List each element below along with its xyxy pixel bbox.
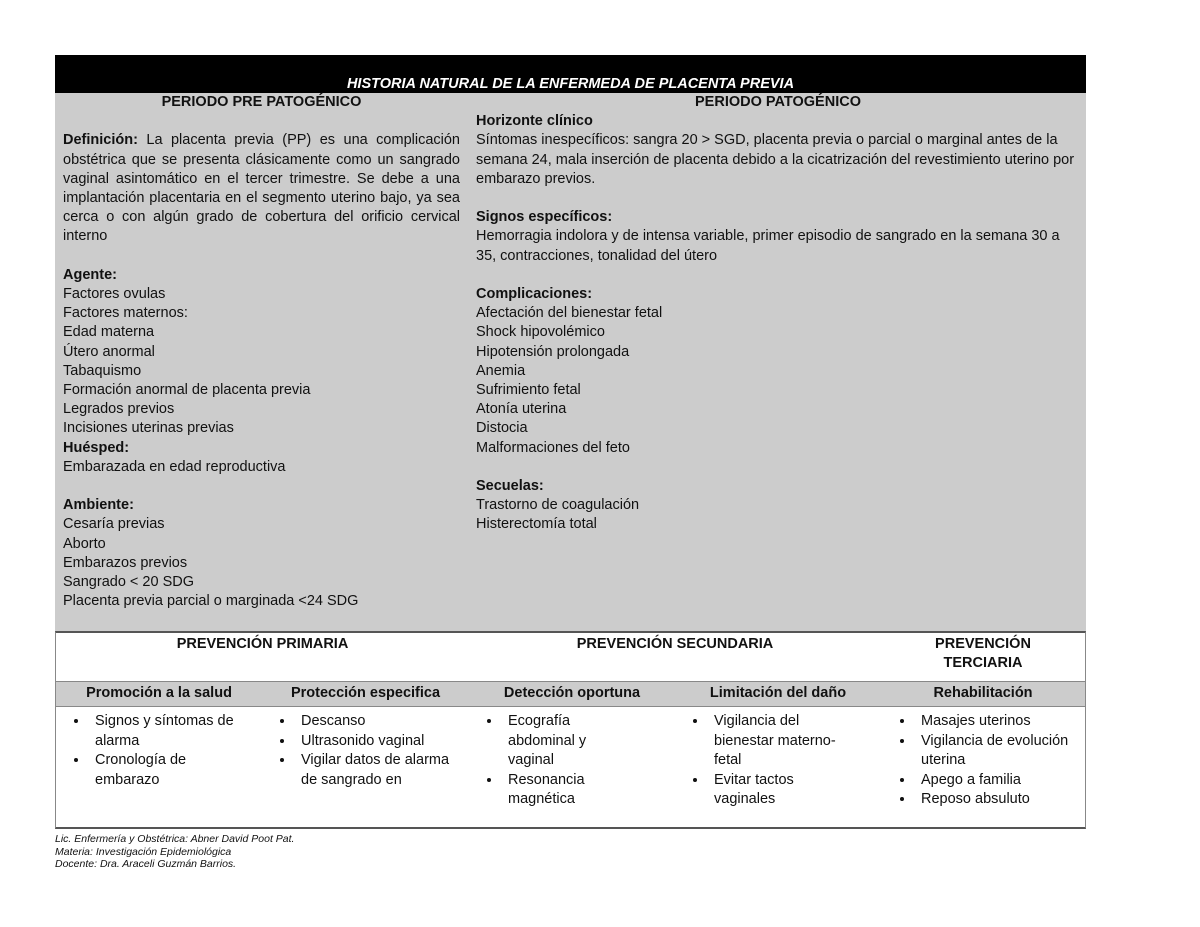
list-line: Legrados previos: [63, 401, 175, 418]
list-line: Útero anormal: [63, 343, 155, 360]
footer-credits: [55, 833, 294, 871]
list-line: Sangrado < 20 SDG: [63, 574, 194, 591]
horizonte-text: Síntomas inespecíficos: sangra 20 > SGD, placenta previa o parcial o marginal antes de la semana 24, mala inserción de placenta debido a la cicatrización del revestimiento uterino por embarazo previos.: [476, 132, 1075, 187]
list-item: • Vigilancia de evolución uterina: [915, 732, 1080, 771]
list-line: Anemia: [476, 362, 526, 379]
list-line: Tabaquismo: [63, 362, 142, 379]
list-line: Embarazos previos: [63, 554, 188, 571]
prevention-levels-row: [56, 633, 1085, 681]
ambiente-list: [63, 515, 460, 611]
subheading-limitacion: Limitación del daño: [709, 685, 847, 701]
list-item: • Evitar tactos vaginales: [708, 771, 838, 810]
list-item: • Vigilar datos de alarma de sangrado en: [295, 751, 450, 790]
list-line: Shock hipovolémico: [476, 324, 605, 341]
list-line: Hipotensión prolongada: [476, 343, 630, 360]
list-line: Cesaría previas: [63, 516, 165, 533]
periods-section: [55, 93, 1086, 631]
list-line: Placenta previa parcial o marginada <24 SDG: [63, 593, 359, 610]
list-line: Trastorno de coagulación: [476, 497, 640, 514]
huesped-label: Huésped:: [63, 439, 130, 456]
list-deteccion: [477, 712, 622, 810]
pathogenic-heading: PERIODO PATOGÉNICO: [695, 94, 861, 110]
ambiente-label: Ambiente:: [63, 497, 134, 514]
signos-text: Hemorragia indolora y de intensa variable, primer episodio de sangrado en la semana 30 a 35, contracciones, tonalidad del útero: [476, 228, 1060, 264]
footer-subject: Materia: Investigación Epidemiológica: [55, 845, 232, 858]
list-line: Embarazada en edad reproductiva: [63, 458, 286, 475]
tertiary-prevention-heading: [881, 635, 1085, 673]
subheading-rehabilitacion: Rehabilitación: [933, 685, 1033, 701]
definition-text: La placenta previa (PP) es una complicación obstétrica que se presenta clásicamente como un sangrado vaginal asintomático en el tercer trimestre. Se debe a una implantación placentaria en el segmento uterino bajo, ya sea cerca o con algún grado de cobertura del orificio cervical interno: [63, 132, 460, 245]
footer-author: Lic. Enfermería y Obstétrica: Abner David Poot Pat.: [55, 833, 295, 845]
list-line: Atonía uterina: [476, 401, 567, 418]
complicaciones-label: Complicaciones:: [476, 285, 593, 302]
list-line: Malformaciones del feto: [476, 439, 630, 456]
prevention-subheadings-row: [56, 681, 1085, 707]
secondary-prevention-heading: PREVENCIÓN SECUNDARIA: [576, 636, 774, 652]
huesped-list: [63, 458, 460, 477]
title-bar: [55, 55, 1086, 93]
list-promocion: [64, 712, 239, 790]
list-line: Aborto: [63, 535, 106, 552]
subheading-promocion: Promoción a la salud: [86, 685, 232, 701]
list-item: • Apego a familia: [915, 771, 1080, 791]
list-line: Factores ovulas: [63, 285, 166, 302]
prepathogenic-column: [63, 93, 460, 611]
list-line: Edad materna: [63, 324, 155, 341]
signos-label: Signos específicos:: [476, 209, 613, 226]
list-item: • Ecografía abdominal y vaginal: [502, 712, 622, 771]
list-line: Factores maternos:: [63, 305, 188, 322]
prevention-lists-row: [56, 707, 1085, 827]
footer-teacher: Docente: Dra. Araceli Guzmán Barrios.: [55, 858, 237, 870]
list-item: • Ultrasonido vaginal: [295, 732, 450, 752]
list-item: • Descanso: [295, 712, 450, 732]
definition-label: Definición:: [63, 132, 138, 149]
horizonte-label: Horizonte clínico: [476, 113, 593, 130]
tertiary-line2: TERCIARIA: [943, 655, 1023, 672]
subheading-deteccion: Detección oportuna: [503, 685, 641, 701]
subheading-proteccion: Protección especifica: [290, 685, 441, 701]
secuelas-label: Secuelas:: [476, 478, 544, 494]
list-proteccion: [270, 712, 450, 790]
agente-list: [63, 285, 460, 439]
pathogenic-column: [476, 93, 1080, 535]
list-item: • Cronología de embarazo: [89, 751, 239, 790]
complicaciones-list: [476, 304, 1080, 458]
tertiary-line1: PREVENCIÓN: [935, 636, 1031, 652]
list-item: • Reposo absuluto: [915, 790, 1080, 810]
list-line: Incisiones uterinas previas: [63, 420, 234, 437]
list-line: Sufrimiento fetal: [476, 382, 581, 398]
prepathogenic-heading: PERIODO PRE PATOGÉNICO: [161, 94, 362, 110]
document-sheet: [55, 55, 1086, 829]
definition-paragraph: [63, 131, 460, 246]
list-limitacion: [683, 712, 838, 810]
list-line: Formación anormal de placenta previa: [63, 382, 311, 398]
list-line: Histerectomía total: [476, 516, 597, 533]
list-item: • Signos y síntomas de alarma: [89, 712, 239, 751]
primary-prevention-heading: PREVENCIÓN PRIMARIA: [176, 636, 349, 652]
agente-label: Agente:: [63, 266, 117, 283]
list-rehabilitacion: [890, 712, 1080, 810]
list-line: Distocia: [476, 420, 528, 437]
list-line: Afectación del bienestar fetal: [476, 305, 663, 322]
prevention-table: [55, 631, 1086, 829]
list-item: • Vigilancia del bienestar materno-fetal: [708, 712, 838, 771]
list-item: • Resonancia magnética: [502, 771, 622, 810]
list-item: • Masajes uterinos: [915, 712, 1080, 732]
document-title: HISTORIA NATURAL DE LA ENFERMEDA DE PLACENTA PREVIA: [346, 76, 795, 92]
secuelas-list: [476, 496, 1080, 534]
